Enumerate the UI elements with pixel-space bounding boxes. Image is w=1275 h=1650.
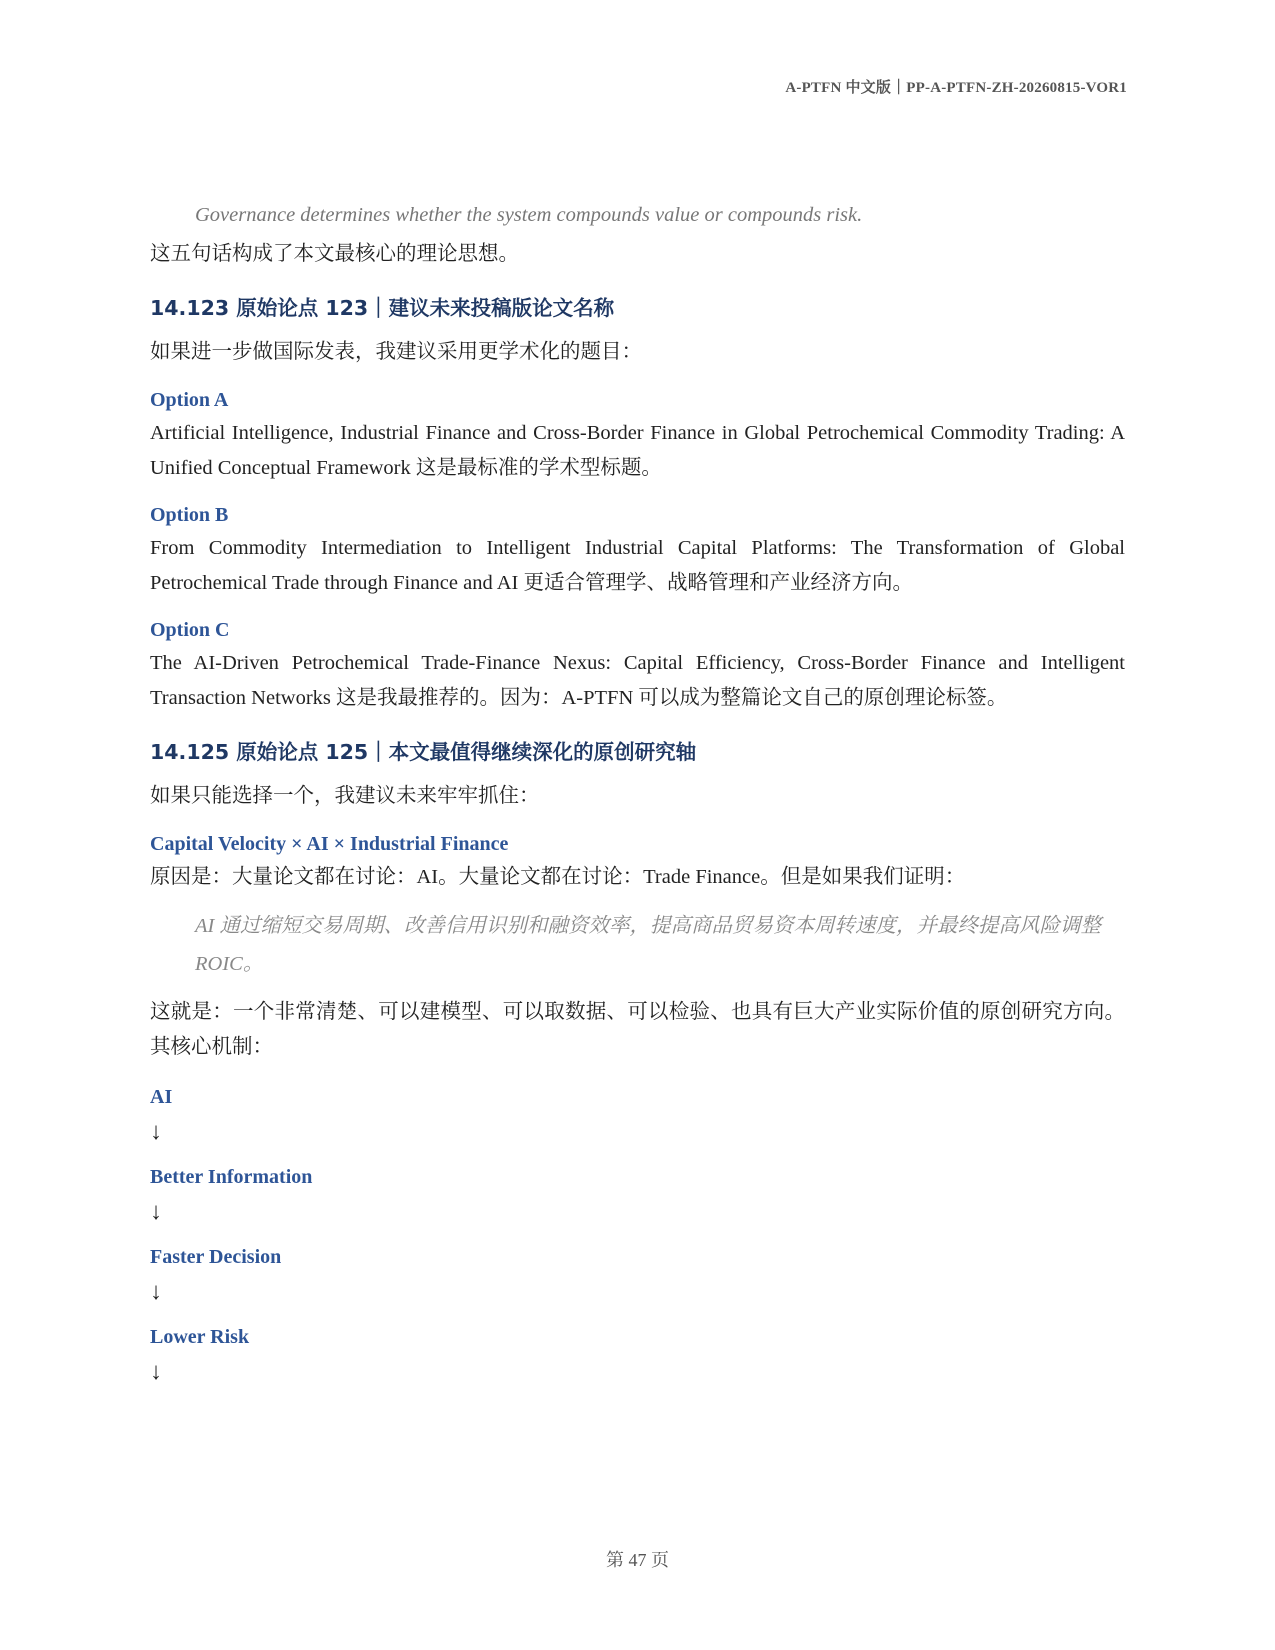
- mechanism-step-better-information: Better Information: [150, 1166, 313, 1188]
- mechanism-step-lower-risk: Lower Risk: [150, 1326, 250, 1348]
- mechanism-step-faster-decision: Faster Decision: [150, 1246, 282, 1268]
- governance-quote: Governance determines whether the system compounds value or compounds risk.: [195, 204, 863, 226]
- ai-roic-quote: AI 通过缩短交易周期、改善信用识别和融资效率，提高商品贸易资本周转速度，并最终提高风险调整 ROIC。: [195, 915, 1101, 975]
- section-125-lead: 如果只能选择一个，我建议未来牢牢抓住：: [150, 785, 540, 807]
- option-b-text: From Commodity Intermediation to Intelligent Industrial Capital Platforms: The Transformation of Global Petrochemical Trade through Finance and AI 更适合管理学、战略管理和产业经济方向。: [150, 537, 1125, 594]
- section-125-conclusion: 这就是：一个非常清楚、可以建模型、可以取数据、可以检验、也具有巨大产业实际价值的原创研究方向。其核心机制：: [150, 1001, 1125, 1058]
- section-123-heading: 14.123 原始论点 123｜建议未来投稿版论文名称: [150, 296, 615, 320]
- section-125-heading: 14.125 原始论点 125｜本文最值得继续深化的原创研究轴: [150, 740, 697, 764]
- section-123-lead: 如果进一步做国际发表，我建议采用更学术化的题目：: [150, 341, 642, 363]
- research-axis-title: Capital Velocity × AI × Industrial Finance: [150, 833, 509, 855]
- page-body: [150, 198, 1125, 1387]
- section-125-reason: 原因是：大量论文都在讨论：AI。大量论文都在讨论：Trade Finance。但是如果我们证明：: [150, 866, 966, 888]
- option-a-label: Option A: [150, 389, 229, 411]
- down-arrow-icon: ↓: [150, 1119, 162, 1145]
- down-arrow-icon: ↓: [150, 1359, 162, 1385]
- down-arrow-icon: ↓: [150, 1279, 162, 1305]
- option-a-text: Artificial Intelligence, Industrial Finance and Cross-Border Finance in Global Petrochemical Commodity Trading: A Unified Conceptual Framework 这是最标准的学术型标题。: [150, 422, 1125, 479]
- option-b-label: Option B: [150, 504, 229, 526]
- running-header: A-PTFN 中文版｜PP-A-PTFN-ZH-20260815-VOR1: [785, 80, 1127, 96]
- option-c-label: Option C: [150, 619, 230, 641]
- mechanism-step-ai: AI: [150, 1086, 173, 1108]
- page-number: 第 47 页: [606, 1550, 669, 1570]
- option-c-text: The AI-Driven Petrochemical Trade-Finance Nexus: Capital Efficiency, Cross-Border Finance and Intelligent Transaction Networks 这是我最推荐的。因为：A-PTFN 可以成为整篇论文自己的原创理论标签。: [150, 652, 1125, 709]
- summary-sentence: 这五句话构成了本文最核心的理论思想。: [150, 243, 519, 265]
- down-arrow-icon: ↓: [150, 1199, 162, 1225]
